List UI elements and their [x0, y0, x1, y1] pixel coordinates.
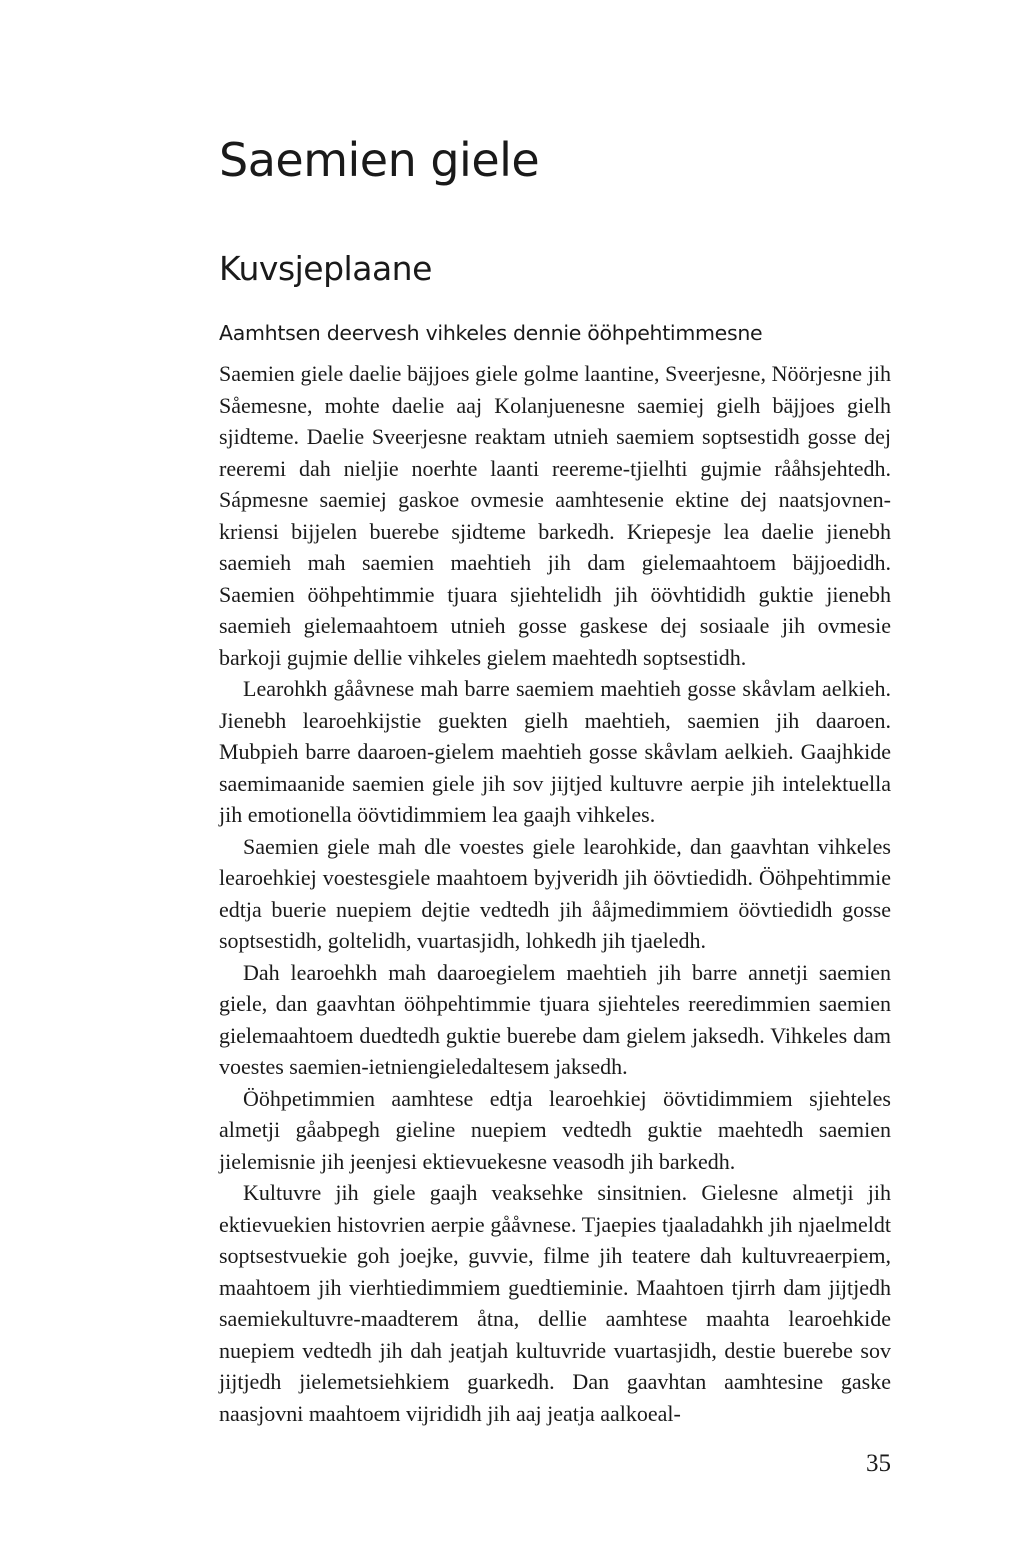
- page-title: Saemien giele: [219, 133, 540, 187]
- page-number: 35: [866, 1450, 891, 1477]
- body-text: [219, 358, 891, 1429]
- paragraph: Kultuvre jih giele gaajh veaksehke sinsitnien. Gielesne almetji jih ektievuekien histovrien aerpie gååvnese. Tjaepies tjaaladahkh jih njaelmeldt soptsestvuekie goh joejke, guvvie, filme jih teatere dah kultuvreaerpiem, maahtoem jih vierhtiedimmiem guedtieminie. Maahtoen tjirrh dam jijtjedh saemiekultuvre-maadterem åtna, dellie aamhtese maahta learoehkide nuepiem vedtedh jih dah jeatjah kultuvride vuartasjidh, destie buerebe sov jijtjedh jielemetsiehkiem guarkedh. Dan gaavhtan aamhtesine gaske naasjovni maahtoem vijrididh jih aaj jeatja aalkoeal-: [219, 1180, 891, 1426]
- paragraph: Dah learoehkh mah daaroegielem maehtieh jih barre annetji saemien giele, dan gaavhtan ööhpehtimmie tjuara sjiehteles reeredimmien saemien gielemaahtoem duedtedh guktie buerebe dam gielem jaksedh. Vihkeles dam voestes saemien-ietniengieledaltesem jaksedh.: [219, 959, 891, 1079]
- chapter-subtitle: Kuvsjeplaane: [219, 249, 432, 288]
- paragraph: Saemien giele daelie bäjjoes giele golme laantine, Sveerjesne, Nöörjesne jih Såemesne, mohte daelie aaj Kolanjuenesne saemiej gielh bäjjoes gielh sjidteme. Daelie Sveerjesne reaktam utnieh saemiem soptsestidh gosse dej reeremi dah nieljie noerhte laanti reereme-tjielhti gujmie rååhsjehtedh. Sápmesne saemiej gaskoe ovmesie aamhtesenie ektine dej naatsjovnen-kriensi bijjelen buerebe sjidteme barkedh. Kriepesje lea daelie jienebh saemieh mah saemien maehtieh jih dam gielemaahtoem bäjjoedidh. Saemien ööhpehtimmie tjuara sjiehtelidh jih öövhtididh guktie jienebh saemieh gielemaahtoem utnieh gosse gaskese dej sosiaale jih ovmesie barkoji gujmie dellie vihkeles gielem maehtedh soptsestidh.: [219, 361, 891, 670]
- paragraph: Saemien giele mah dle voestes giele learohkide, dan gaavhtan vihkeles learoehkiej voestesgiele maahtoem byjveridh jih öövtiedidh. Ööhpehtimmie edtja buerie nuepiem dejtie vedtedh jih ååjmedimmiem öövtiedidh gosse soptsestidh, goltelidh, vuartasjidh, lohkedh jih tjaeledh.: [219, 833, 891, 953]
- section-heading: Aamhtsen deervesh vihkeles dennie ööhpehtimmesne: [219, 321, 763, 345]
- paragraph: Ööhpetimmien aamhtese edtja learoehkiej öövtidimmiem sjiehteles almetji gåabpegh gieline nuepiem vedtedh guktie maehtedh saemien jielemisnie jih jeenjesi ektievuekesne veasodh jih barkedh.: [219, 1085, 891, 1174]
- document-page: [219, 0, 891, 1567]
- paragraph: Learohkh gååvnese mah barre saemiem maehtieh gosse skåvlam aelkieh. Jienebh learoehkijstie guekten gielh maehtieh, saemien jih daaroen. Mubpieh barre daaroen-gielem maehtieh gosse skåvlam aelkieh. Gaajhkide saemimaanide saemien giele jih sov jijtjed kultuvre aerpie jih intelektuella jih emotionella öövtidimmiem lea gaajh vihkeles.: [219, 676, 891, 827]
